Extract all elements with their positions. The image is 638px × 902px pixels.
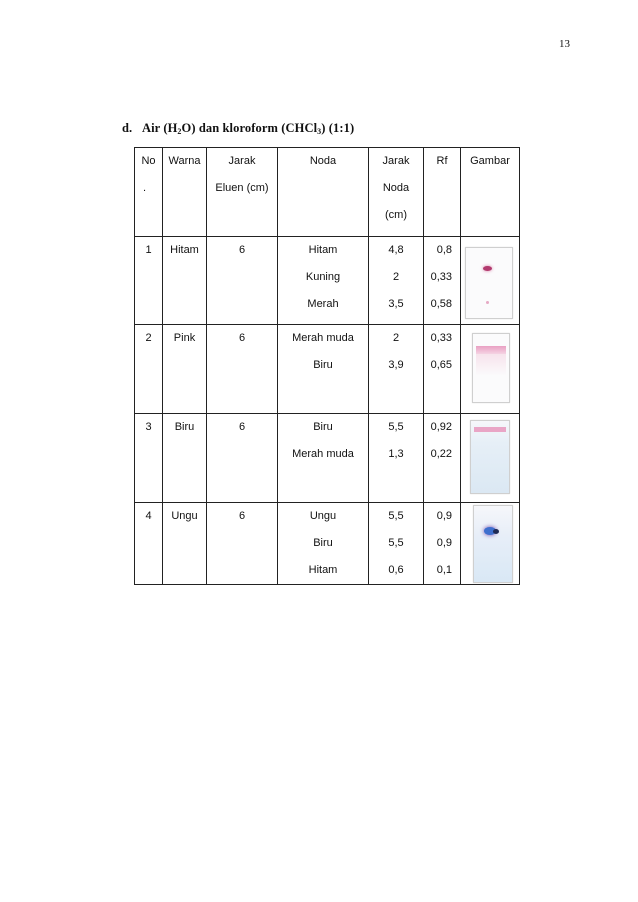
header-rf: Rf (424, 148, 461, 237)
cell-rf: 0,8 0,33 0,58 (430, 244, 452, 310)
table-row (135, 237, 520, 325)
cell-no: 3 (145, 421, 152, 433)
tlc-spot (476, 346, 506, 354)
table-header-row (135, 148, 520, 237)
cell-rf: 0,33 0,65 (430, 332, 452, 371)
cell-jarak-eluen: 6 (238, 332, 246, 344)
tlc-plate-image (465, 247, 513, 319)
cell-warna: Ungu (171, 510, 198, 522)
tlc-plate-image (473, 505, 513, 583)
header-warna: Warna (163, 148, 207, 237)
tlc-spot (483, 266, 492, 271)
heading-sub-3: 3 (317, 127, 322, 136)
cell-jarak-eluen: 6 (238, 244, 246, 256)
cell-jarak-noda: 5,5 1,3 (388, 421, 404, 460)
cell-no: 1 (145, 244, 152, 256)
heading-text-2: O) dan kloroform (CHCl (181, 121, 318, 135)
table-row (135, 503, 520, 585)
tlc-spot (486, 301, 489, 304)
cell-jarak-noda: 4,8 2 3,5 (388, 244, 404, 310)
tlc-spot (474, 427, 506, 432)
tlc-plate-image (470, 420, 510, 494)
cell-rf: 0,9 0,9 0,1 (436, 510, 452, 576)
cell-noda: Ungu Biru Hitam (308, 510, 338, 576)
cell-jarak-eluen: 6 (238, 421, 246, 433)
cell-noda: Merah muda Biru (292, 332, 354, 371)
heading-prefix: d. (122, 121, 133, 135)
cell-noda: Hitam Kuning Merah (305, 244, 341, 310)
cell-no: 4 (145, 510, 152, 522)
cell-warna: Hitam (170, 244, 199, 256)
section-heading (122, 121, 354, 136)
cell-no: 2 (145, 332, 152, 344)
header-jarak-eluen: Jarak Eluen (cm) (207, 148, 278, 237)
table-row (135, 325, 520, 414)
cell-rf: 0,92 0,22 (430, 421, 452, 460)
heading-text-3: ) (1:1) (321, 121, 355, 135)
tlc-spot (493, 529, 499, 534)
header-jarak-noda: Jarak Noda (cm) (369, 148, 424, 237)
header-noda: Noda (278, 148, 369, 237)
cell-warna: Biru (174, 421, 195, 433)
heading-text-1: Air (H (141, 121, 178, 135)
cell-noda: Biru Merah muda (292, 421, 354, 460)
cell-jarak-eluen: 6 (238, 510, 246, 522)
cell-jarak-noda: 2 3,9 (388, 332, 404, 371)
table-row (135, 414, 520, 503)
page-number: 13 (559, 38, 570, 50)
cell-jarak-noda: 5,5 5,5 0,6 (388, 510, 404, 576)
header-gambar: Gambar (461, 148, 520, 237)
tlc-spot (476, 354, 506, 376)
heading-sub-2: 2 (177, 127, 182, 136)
cell-warna: Pink (173, 332, 196, 344)
tlc-results-table (134, 147, 520, 585)
header-no: No . (135, 148, 163, 237)
tlc-plate-image (472, 333, 510, 403)
